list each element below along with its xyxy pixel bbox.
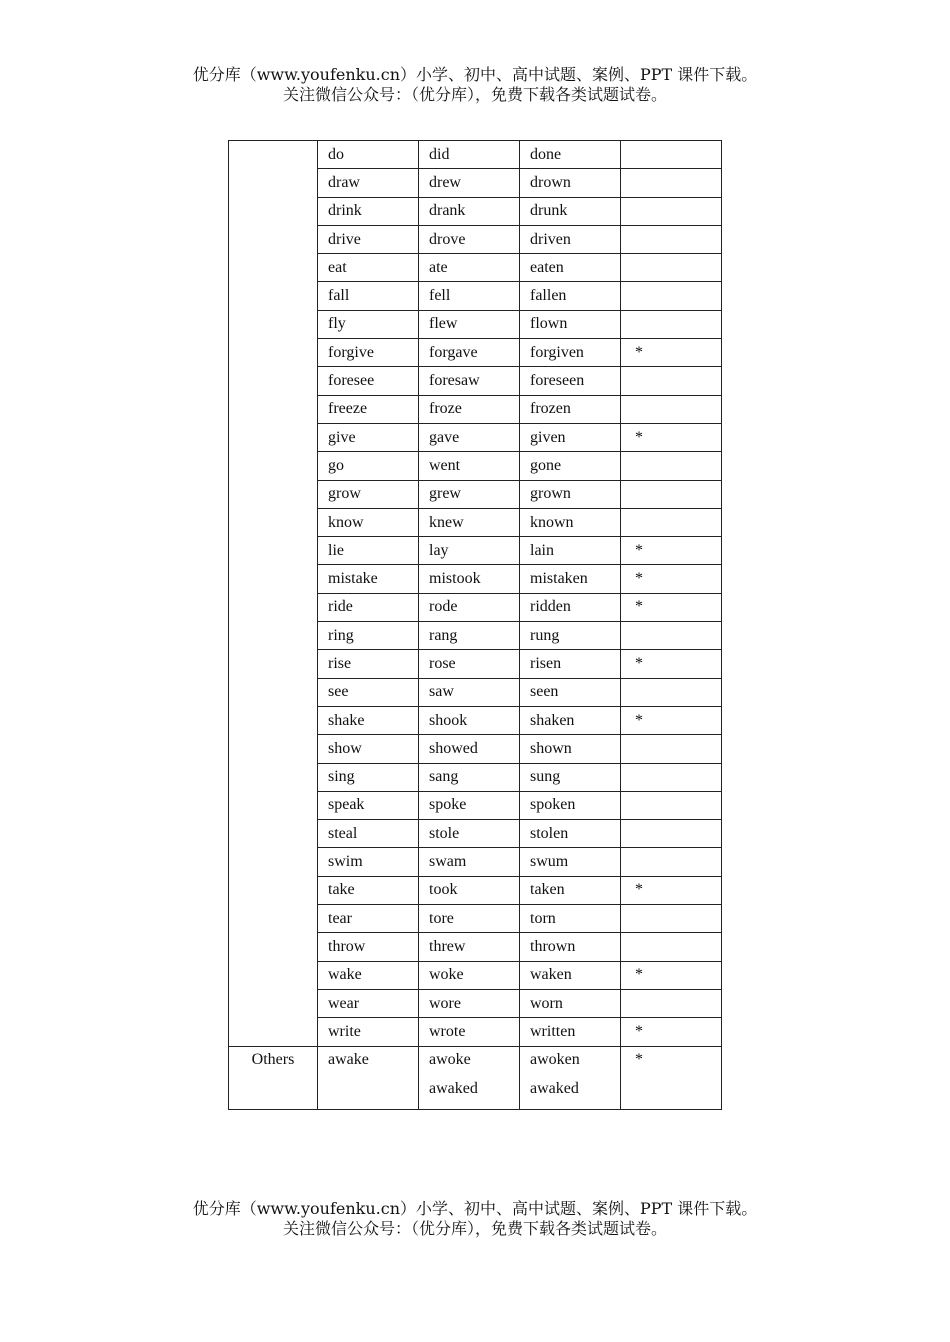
past-participle-cell bbox=[520, 905, 621, 933]
past-participle-text: shaken bbox=[530, 711, 575, 729]
footer-line-1: 优分库（www.youfenku.cn）小学、初中、高中试题、案例、PPT 课件下载。 bbox=[192, 1199, 758, 1218]
past-tense-cell bbox=[419, 650, 520, 678]
mark-text: * bbox=[635, 966, 643, 984]
mark-cell bbox=[621, 282, 722, 310]
past-tense-text: fell bbox=[429, 287, 451, 305]
past-participle-cell bbox=[520, 508, 621, 536]
past-participle-text: worn bbox=[530, 994, 563, 1012]
mark-cell bbox=[621, 735, 722, 763]
base-form-text: fly bbox=[328, 315, 346, 333]
mark-cell bbox=[621, 820, 722, 848]
mark-text bbox=[631, 514, 635, 531]
past-participle-cell bbox=[520, 197, 621, 225]
past-participle-text: flown bbox=[530, 315, 568, 333]
past-tense-cell bbox=[419, 791, 520, 819]
past-participle-cell bbox=[520, 395, 621, 423]
mark-cell bbox=[621, 395, 722, 423]
past-tense-text: stole bbox=[429, 824, 460, 842]
mark-cell bbox=[621, 169, 722, 197]
base-form-cell bbox=[318, 141, 419, 169]
base-form-text: wake bbox=[328, 966, 362, 984]
past-tense-text: drank bbox=[429, 202, 466, 220]
base-form-cell bbox=[318, 225, 419, 253]
past-participle-text: known bbox=[530, 513, 574, 531]
mark-text bbox=[631, 768, 635, 785]
past-participle-text: given bbox=[530, 428, 566, 446]
mark-cell bbox=[621, 480, 722, 508]
base-form-cell bbox=[318, 565, 419, 593]
others-past-cell bbox=[419, 1046, 520, 1109]
past-tense-cell bbox=[419, 905, 520, 933]
base-form-text: tear bbox=[328, 909, 352, 927]
past-tense-text: grew bbox=[429, 485, 461, 503]
past-tense-text: rose bbox=[429, 654, 456, 672]
mark-cell bbox=[621, 197, 722, 225]
mark-cell bbox=[621, 848, 722, 876]
past-tense-text: gave bbox=[429, 428, 460, 446]
past-tense-cell bbox=[419, 848, 520, 876]
irregular-verbs-table bbox=[228, 140, 722, 1110]
past-participle-cell bbox=[520, 735, 621, 763]
past-participle-text: frozen bbox=[530, 400, 571, 418]
base-form-text: lie bbox=[328, 541, 344, 559]
past-participle-text: foreseen bbox=[530, 372, 585, 390]
mark-cell bbox=[621, 141, 722, 169]
base-form-text: forgive bbox=[328, 343, 374, 361]
past-participle-cell bbox=[520, 593, 621, 621]
past-participle-cell bbox=[520, 989, 621, 1017]
base-form-text: foresee bbox=[328, 372, 375, 390]
base-form-text: drive bbox=[328, 230, 361, 248]
past-participle-text: fallen bbox=[530, 287, 567, 305]
mark-text bbox=[631, 457, 635, 474]
base-form-cell bbox=[318, 508, 419, 536]
past-participle-cell bbox=[520, 225, 621, 253]
mark-text: * bbox=[635, 654, 643, 672]
mark-cell bbox=[621, 537, 722, 565]
base-form-text: steal bbox=[328, 824, 358, 842]
mark-text: * bbox=[635, 711, 643, 729]
base-form-cell bbox=[318, 480, 419, 508]
base-form-text: give bbox=[328, 428, 356, 446]
past-tense-cell bbox=[419, 197, 520, 225]
past-tense-cell bbox=[419, 367, 520, 395]
past-participle-text: drunk bbox=[530, 202, 568, 220]
mark-text bbox=[631, 372, 635, 389]
past-tense-cell bbox=[419, 508, 520, 536]
past-tense-cell bbox=[419, 933, 520, 961]
past-participle-text: drown bbox=[530, 173, 571, 191]
base-form-cell bbox=[318, 961, 419, 989]
base-form-text: write bbox=[328, 1022, 361, 1040]
mark-cell bbox=[621, 310, 722, 338]
mark-cell bbox=[621, 423, 722, 451]
past-participle-text: grown bbox=[530, 485, 571, 503]
past-participle-cell bbox=[520, 141, 621, 169]
past-tense-cell bbox=[419, 169, 520, 197]
base-form-cell bbox=[318, 678, 419, 706]
past-tense-cell bbox=[419, 989, 520, 1017]
past-participle-cell bbox=[520, 537, 621, 565]
others-base-text: awake bbox=[328, 1050, 369, 1068]
past-tense-cell bbox=[419, 254, 520, 282]
past-participle-text: gone bbox=[530, 456, 562, 474]
base-form-text: freeze bbox=[328, 400, 368, 418]
mark-text bbox=[631, 231, 635, 248]
page-header bbox=[0, 65, 950, 105]
past-participle-cell bbox=[520, 282, 621, 310]
mark-text bbox=[631, 910, 635, 927]
others-mark-text: * bbox=[635, 1050, 643, 1068]
mark-cell bbox=[621, 593, 722, 621]
past-tense-text: took bbox=[429, 881, 458, 899]
past-participle-cell bbox=[520, 763, 621, 791]
base-form-text: ride bbox=[328, 598, 353, 616]
past-participle-text: torn bbox=[530, 909, 556, 927]
past-tense-text: knew bbox=[429, 513, 464, 531]
past-participle-text: sung bbox=[530, 768, 561, 786]
others-base-cell bbox=[318, 1046, 419, 1109]
mark-text bbox=[631, 174, 635, 191]
mark-cell bbox=[621, 763, 722, 791]
past-tense-cell bbox=[419, 310, 520, 338]
past-tense-text: rang bbox=[429, 626, 458, 644]
base-form-cell bbox=[318, 282, 419, 310]
past-tense-text: rode bbox=[429, 598, 458, 616]
past-tense-text: forgave bbox=[429, 343, 478, 361]
mark-text bbox=[631, 485, 635, 502]
past-participle-text: stolen bbox=[530, 824, 569, 842]
past-participle-cell bbox=[520, 706, 621, 734]
past-tense-text: went bbox=[429, 456, 461, 474]
mark-cell bbox=[621, 650, 722, 678]
mark-text bbox=[631, 146, 635, 163]
footer-line-2: 关注微信公众号：（优分库），免费下载各类试题试卷。 bbox=[282, 1219, 667, 1238]
past-participle-cell bbox=[520, 367, 621, 395]
past-tense-cell bbox=[419, 876, 520, 904]
mark-text bbox=[631, 995, 635, 1012]
mark-text: * bbox=[635, 343, 643, 361]
base-form-text: eat bbox=[328, 258, 347, 276]
past-tense-text: shook bbox=[429, 711, 468, 729]
past-participle-cell bbox=[520, 876, 621, 904]
others-past-text: awoke bbox=[429, 1050, 471, 1068]
past-tense-cell bbox=[419, 480, 520, 508]
mark-text bbox=[631, 796, 635, 813]
past-tense-cell bbox=[419, 537, 520, 565]
mark-text bbox=[631, 683, 635, 700]
past-tense-text: woke bbox=[429, 966, 464, 984]
past-participle-text: spoken bbox=[530, 796, 576, 814]
base-form-cell bbox=[318, 423, 419, 451]
base-form-cell bbox=[318, 367, 419, 395]
past-participle-cell bbox=[520, 622, 621, 650]
past-tense-cell bbox=[419, 622, 520, 650]
past-tense-cell bbox=[419, 141, 520, 169]
past-tense-text: sang bbox=[429, 768, 459, 786]
others-label-text: Others bbox=[251, 1050, 295, 1068]
mark-text bbox=[631, 259, 635, 276]
past-tense-text: drove bbox=[429, 230, 466, 248]
past-participle-text: waken bbox=[530, 966, 572, 984]
base-form-cell bbox=[318, 254, 419, 282]
base-form-text: throw bbox=[328, 937, 366, 955]
past-tense-cell bbox=[419, 452, 520, 480]
past-participle-text: eaten bbox=[530, 258, 564, 276]
base-form-cell bbox=[318, 791, 419, 819]
base-form-cell bbox=[318, 395, 419, 423]
past-tense-text: lay bbox=[429, 541, 449, 559]
past-tense-text: threw bbox=[429, 937, 466, 955]
base-form-cell bbox=[318, 310, 419, 338]
mark-cell bbox=[621, 706, 722, 734]
others-pp-text: awaked bbox=[530, 1079, 579, 1097]
mark-text bbox=[631, 315, 635, 332]
base-form-cell bbox=[318, 735, 419, 763]
past-participle-text: mistaken bbox=[530, 570, 588, 588]
base-form-text: rise bbox=[328, 654, 352, 672]
mark-cell bbox=[621, 989, 722, 1017]
past-participle-text: seen bbox=[530, 683, 559, 701]
base-form-cell bbox=[318, 820, 419, 848]
mark-text bbox=[631, 740, 635, 757]
base-form-text: wear bbox=[328, 994, 360, 1012]
past-tense-text: spoke bbox=[429, 796, 467, 814]
base-form-cell bbox=[318, 876, 419, 904]
others-mark-cell bbox=[621, 1046, 722, 1109]
base-form-cell bbox=[318, 763, 419, 791]
past-participle-cell bbox=[520, 310, 621, 338]
mark-text bbox=[631, 938, 635, 955]
base-form-cell bbox=[318, 339, 419, 367]
base-form-cell bbox=[318, 905, 419, 933]
past-tense-cell bbox=[419, 593, 520, 621]
base-form-text: do bbox=[328, 145, 344, 163]
past-participle-text: written bbox=[530, 1022, 576, 1040]
past-tense-text: mistook bbox=[429, 570, 481, 588]
base-form-cell bbox=[318, 622, 419, 650]
past-tense-cell bbox=[419, 339, 520, 367]
mark-text: * bbox=[635, 541, 643, 559]
base-form-text: shake bbox=[328, 711, 365, 729]
mark-cell bbox=[621, 933, 722, 961]
past-tense-text: showed bbox=[429, 739, 478, 757]
others-pp-text: awoken bbox=[530, 1050, 580, 1068]
past-tense-text: tore bbox=[429, 909, 454, 927]
mark-text bbox=[631, 627, 635, 644]
base-form-cell bbox=[318, 706, 419, 734]
table-row bbox=[229, 141, 722, 169]
base-form-cell bbox=[318, 848, 419, 876]
past-participle-cell bbox=[520, 339, 621, 367]
past-participle-cell bbox=[520, 169, 621, 197]
base-form-cell bbox=[318, 197, 419, 225]
past-participle-text: ridden bbox=[530, 598, 571, 616]
mark-text bbox=[631, 400, 635, 417]
base-form-cell bbox=[318, 593, 419, 621]
past-participle-cell bbox=[520, 480, 621, 508]
past-tense-cell bbox=[419, 763, 520, 791]
mark-text: * bbox=[635, 598, 643, 616]
past-tense-text: did bbox=[429, 145, 450, 163]
mark-cell bbox=[621, 961, 722, 989]
past-participle-text: forgiven bbox=[530, 343, 584, 361]
past-tense-cell bbox=[419, 1018, 520, 1046]
mark-text: * bbox=[635, 1022, 643, 1040]
past-tense-cell bbox=[419, 282, 520, 310]
group-label-cell bbox=[229, 141, 318, 1047]
base-form-cell bbox=[318, 933, 419, 961]
past-tense-text: wrote bbox=[429, 1022, 466, 1040]
past-tense-cell bbox=[419, 678, 520, 706]
header-line-2: 关注微信公众号：（优分库），免费下载各类试题试卷。 bbox=[282, 85, 667, 104]
past-participle-cell bbox=[520, 650, 621, 678]
mark-cell bbox=[621, 452, 722, 480]
past-participle-text: done bbox=[530, 145, 562, 163]
others-past-text: awaked bbox=[429, 1079, 478, 1097]
base-form-cell bbox=[318, 169, 419, 197]
base-form-text: see bbox=[328, 683, 349, 701]
base-form-text: take bbox=[328, 881, 355, 899]
past-tense-cell bbox=[419, 565, 520, 593]
past-participle-text: taken bbox=[530, 881, 565, 899]
past-participle-text: rung bbox=[530, 626, 560, 644]
past-participle-text: shown bbox=[530, 739, 572, 757]
past-participle-cell bbox=[520, 423, 621, 451]
base-form-cell bbox=[318, 650, 419, 678]
mark-text: * bbox=[635, 881, 643, 899]
past-tense-cell bbox=[419, 820, 520, 848]
header-line-1: 优分库（www.youfenku.cn）小学、初中、高中试题、案例、PPT 课件下载。 bbox=[192, 65, 758, 84]
base-form-cell bbox=[318, 452, 419, 480]
past-participle-text: thrown bbox=[530, 937, 576, 955]
base-form-text: speak bbox=[328, 796, 365, 814]
past-tense-cell bbox=[419, 423, 520, 451]
past-participle-cell bbox=[520, 933, 621, 961]
past-participle-cell bbox=[520, 678, 621, 706]
base-form-text: grow bbox=[328, 485, 361, 503]
past-participle-cell bbox=[520, 254, 621, 282]
past-participle-cell bbox=[520, 565, 621, 593]
base-form-cell bbox=[318, 537, 419, 565]
past-participle-text: swum bbox=[530, 853, 569, 871]
past-tense-text: swam bbox=[429, 853, 467, 871]
past-participle-text: lain bbox=[530, 541, 554, 559]
past-tense-cell bbox=[419, 225, 520, 253]
base-form-text: go bbox=[328, 456, 344, 474]
past-participle-cell bbox=[520, 452, 621, 480]
base-form-cell bbox=[318, 1018, 419, 1046]
others-pp-cell bbox=[520, 1046, 621, 1109]
past-tense-text: drew bbox=[429, 173, 461, 191]
mark-cell bbox=[621, 876, 722, 904]
mark-text bbox=[631, 825, 635, 842]
mark-text: * bbox=[635, 428, 643, 446]
past-tense-cell bbox=[419, 706, 520, 734]
past-tense-text: saw bbox=[429, 683, 454, 701]
others-label-cell bbox=[229, 1046, 318, 1109]
mark-cell bbox=[621, 508, 722, 536]
past-tense-text: foresaw bbox=[429, 372, 480, 390]
mark-text bbox=[631, 287, 635, 304]
past-tense-cell bbox=[419, 735, 520, 763]
base-form-text: swim bbox=[328, 853, 363, 871]
past-tense-text: froze bbox=[429, 400, 462, 418]
mark-text: * bbox=[635, 570, 643, 588]
base-form-text: show bbox=[328, 739, 362, 757]
past-tense-cell bbox=[419, 961, 520, 989]
mark-text bbox=[631, 853, 635, 870]
mark-cell bbox=[621, 339, 722, 367]
mark-cell bbox=[621, 905, 722, 933]
mark-cell bbox=[621, 367, 722, 395]
past-tense-text: flew bbox=[429, 315, 458, 333]
mark-cell bbox=[621, 225, 722, 253]
base-form-text: know bbox=[328, 513, 364, 531]
past-participle-cell bbox=[520, 1018, 621, 1046]
mark-cell bbox=[621, 791, 722, 819]
base-form-text: drink bbox=[328, 202, 362, 220]
past-participle-cell bbox=[520, 848, 621, 876]
mark-cell bbox=[621, 622, 722, 650]
past-participle-cell bbox=[520, 961, 621, 989]
mark-cell bbox=[621, 565, 722, 593]
mark-cell bbox=[621, 678, 722, 706]
mark-cell bbox=[621, 254, 722, 282]
past-participle-text: driven bbox=[530, 230, 571, 248]
base-form-text: ring bbox=[328, 626, 354, 644]
base-form-text: sing bbox=[328, 768, 355, 786]
base-form-text: draw bbox=[328, 173, 360, 191]
mark-cell bbox=[621, 1018, 722, 1046]
base-form-text: mistake bbox=[328, 570, 378, 588]
base-form-text: fall bbox=[328, 287, 350, 305]
base-form-cell bbox=[318, 989, 419, 1017]
table-row-others bbox=[229, 1046, 722, 1109]
page-footer bbox=[0, 1199, 950, 1239]
past-participle-text: risen bbox=[530, 654, 562, 672]
past-tense-text: ate bbox=[429, 258, 448, 276]
past-tense-cell bbox=[419, 395, 520, 423]
past-participle-cell bbox=[520, 820, 621, 848]
past-participle-cell bbox=[520, 791, 621, 819]
past-tense-text: wore bbox=[429, 994, 461, 1012]
mark-text bbox=[631, 202, 635, 219]
